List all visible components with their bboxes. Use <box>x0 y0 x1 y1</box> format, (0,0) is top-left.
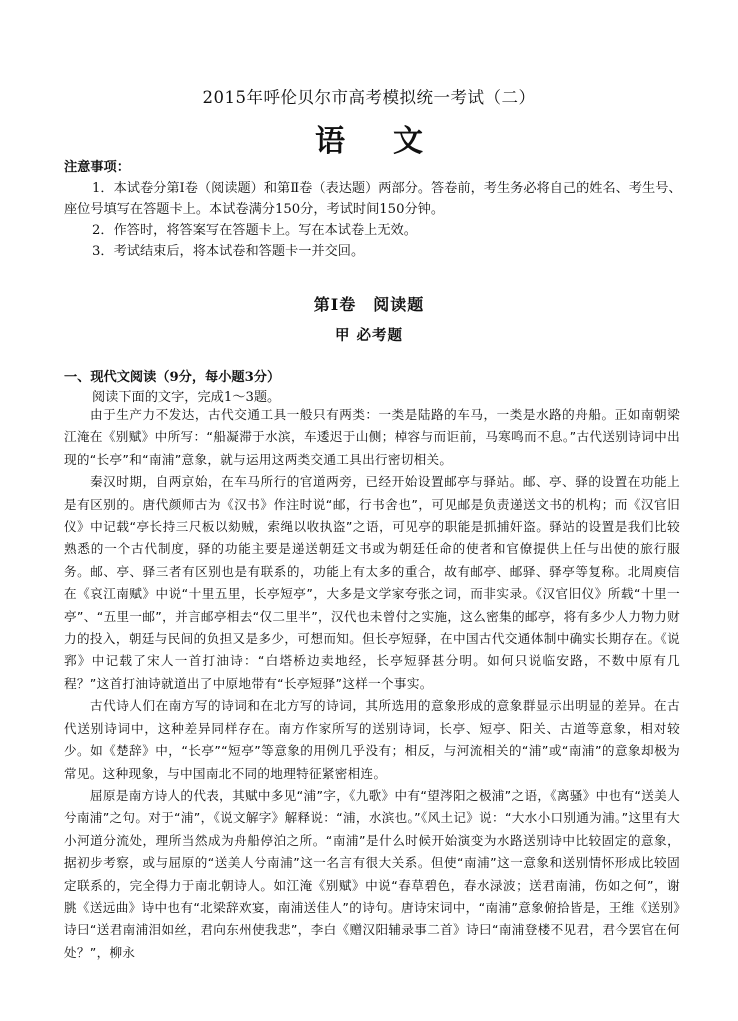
exam-title: 2015年呼伦贝尔市高考模拟统一考试（二） <box>202 88 536 107</box>
passage-paragraph: 秦汉时期，自两京始，在车马所行的官道两旁，已经开始设置邮亭与驿站。邮、亭、驿的设置在功能上是有区别的。唐代颜师古为《汉书》作注时说“邮，行书舍也”，可见邮是负责递送文书的机构；而《汉官旧仪》中记载“亭长持三尺板以劾贼，索绳以收执盗”之语，可见亭的职能是抓捕奸盗。驿站的设置是我们比较熟悉的一个古代制度，驿的功能主要是递送朝廷文书或为朝廷任命的使者和官僚提供上任与出使的旅行服务。邮、亭、驿三者有区别也是有联系的，功能上有太多的重合，故有邮亭、邮驿、驿亭等复称。北周庾信在《哀江南赋》中说“十里五里，长亭短亭”，大多是文学家夸张之词，而非实录。《汉官旧仪》所载“十里一亭”、“五里一邮”，并言邮亭相去“仅二里半”，汉代也未曾付之实施，这么密集的邮亭，将有多少人力物力财力的投入，朝廷与民间的负担又是多少，可想而知。但长亭短驿，在中国古代交通体制中确实长期存在。《说郛》中记载了宋人一首打油诗：“白塔桥边卖地经，长亭短驿甚分明。如何只说临安路，不数中原有几程？”这首打油诗就道出了中原地带有“长亭短驿”这样一个事实。 <box>64 474 680 691</box>
subject-title: 语文 <box>315 124 471 159</box>
reading-passage <box>64 404 680 964</box>
notice-item: 2．作答时，将答案写在答题卡上。写在本试卷上无效。 <box>92 223 417 238</box>
passage-paragraph: 古代诗人们在南方写的诗词和在北方写的诗词，其所选用的意象形成的意象群显示出明显的差异。在古代送别诗词中，这种差异同样存在。南方作家所写的送别诗词，长亭、短亭、阳关、古道等意象，相对较少。如《楚辞》中，“长亭”“短亭”等意象的用例几乎没有；相反，与河流相关的“浦”或“南浦”的意象却极为常见。这种现象，与中国南北不同的地理特征紧密相连。 <box>64 698 680 781</box>
notice-item: 1．本试卷分第Ⅰ卷（阅读题）和第Ⅱ卷（表达题）两部分。答卷前，考生务必将自己的姓名、考生号、座位号填写在答题卡上。本试卷满分150分，考试时间150分钟。 <box>64 181 682 217</box>
notice-item: 3．考试结束后，将本试卷和答题卡一并交回。 <box>92 244 365 259</box>
section-heading: 一、现代文阅读（9分，每小题3分） <box>64 370 281 385</box>
part-subtitle: 甲 必考题 <box>334 327 404 344</box>
passage-paragraph: 屈原是南方诗人的代表，其赋中多见“浦”字，《九歌》中有“望涔阳之极浦”之语，《离骚》中也有“送美人兮南浦”之句。对于“浦”，《说文解字》解释说：“浦，水滨也。”《风土记》说：“大水小口别通为浦。”这里有大小河道分流处，理所当然成为舟船停泊之所。“南浦”是什么时候开始演变为水路送别诗中比较固定的意象，据初步考察，或与屈原的“送美人兮南浦”这一名言有很大关系。但使“南浦”这一意象和送别情怀形成比较固定联系的，完全得力于南北朝诗人。如江淹《别赋》中说“春草碧色，春水渌波；送君南浦，伤如之何”，谢朓《送远曲》诗中也有“北梁辞欢宴，南浦送佳人”的诗句。唐诗宋词中，“南浦”意象俯拾皆是，王维《送别》诗曰“送君南浦泪如丝，君向东州使我悲”，李白《赠汉阳辅录事二首》诗曰“南浦登楼不见君，君今罢官在何处？”，柳永 <box>64 787 680 960</box>
notice-section <box>64 157 684 262</box>
notice-heading: 注意事项： <box>64 160 130 175</box>
section-instruction: 阅读下面的文字，完成1～3题。 <box>92 390 281 405</box>
part-title: 第Ⅰ卷 阅读题 <box>313 295 425 314</box>
passage-paragraph: 由于生产力不发达，古代交通工具一般只有两类：一类是陆路的车马，一类是水路的舟船。正如南朝梁江淹在《别赋》中所写：“船凝滞于水滨，车逶迟于山侧；棹容与而讵前，马寒鸣而不息。”古代送别诗词中出现的“长亭”和“南浦”意象，就与运用这两类交通工具出行密切相关。 <box>64 407 680 467</box>
